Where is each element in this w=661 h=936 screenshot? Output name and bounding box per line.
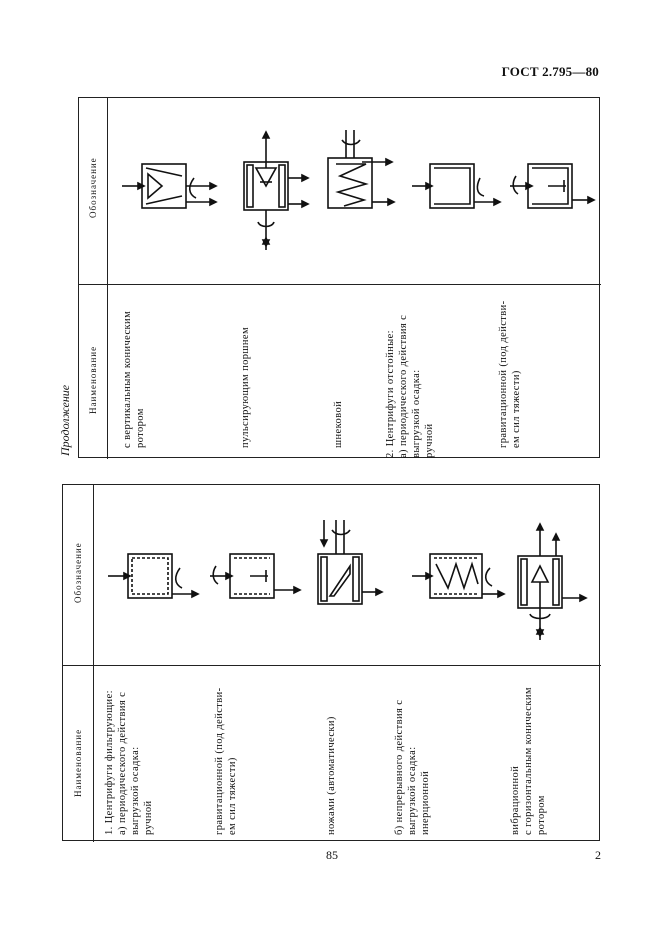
header-name: Наименование: [73, 728, 83, 797]
centrifuge-filter-vibration-icon: [508, 520, 598, 650]
header-divider: [107, 98, 108, 459]
corner-number: 2: [595, 848, 601, 862]
centrifuge-filter-inertial-icon: [408, 544, 508, 614]
row-name: 1. Центрифуги фильтрующие: а) периодического действия с выгрузкой осадка: ручной: [104, 690, 154, 835]
centrifuge-settling-manual-icon: [408, 150, 508, 220]
centrifuge-screw-icon: [316, 128, 406, 218]
header-symbol: Обозначение: [88, 157, 98, 218]
continuation-label: Продолжение: [58, 384, 72, 456]
row-name: с вертикальным коническим ротором: [122, 310, 146, 448]
page-number: 85: [326, 848, 338, 862]
row-name: вибрационной с горизонтальным коническим ротором: [510, 687, 547, 835]
row-name: гравитационной (под действи- ем сил тяжести): [214, 687, 238, 835]
centrifuge-filter-gravity-icon: [206, 540, 306, 610]
centrifuge-filter-knife-icon: [306, 516, 386, 616]
row-name: гравитационной (под действи- ем сил тяжести): [498, 300, 522, 448]
centrifuge-filter-manual-icon: [104, 540, 204, 610]
header-symbol: Обозначение: [73, 542, 83, 603]
standard-number: ГОСТ 2.795—80: [501, 64, 599, 79]
column-divider: [79, 284, 601, 285]
centrifuge-settling-gravity-icon: [508, 150, 598, 220]
header-divider: [93, 485, 94, 842]
column-divider: [63, 665, 601, 666]
header-name: Наименование: [88, 345, 98, 414]
centrifuge-vertical-cone-icon: [118, 150, 218, 220]
centrifuge-pulsating-piston-icon: [230, 128, 310, 258]
row-name: б) непрерывного действия с выгрузкой осадка: инерционной: [394, 699, 431, 835]
row-name: ножами (автоматически): [326, 716, 337, 835]
row-name: пульсирующим поршнем: [240, 326, 251, 448]
row-name: шнековой: [333, 400, 344, 448]
row-name: 2. Центрифуги отстойные: а) периодического действия с выгрузкой осадка: ручной: [385, 314, 435, 458]
